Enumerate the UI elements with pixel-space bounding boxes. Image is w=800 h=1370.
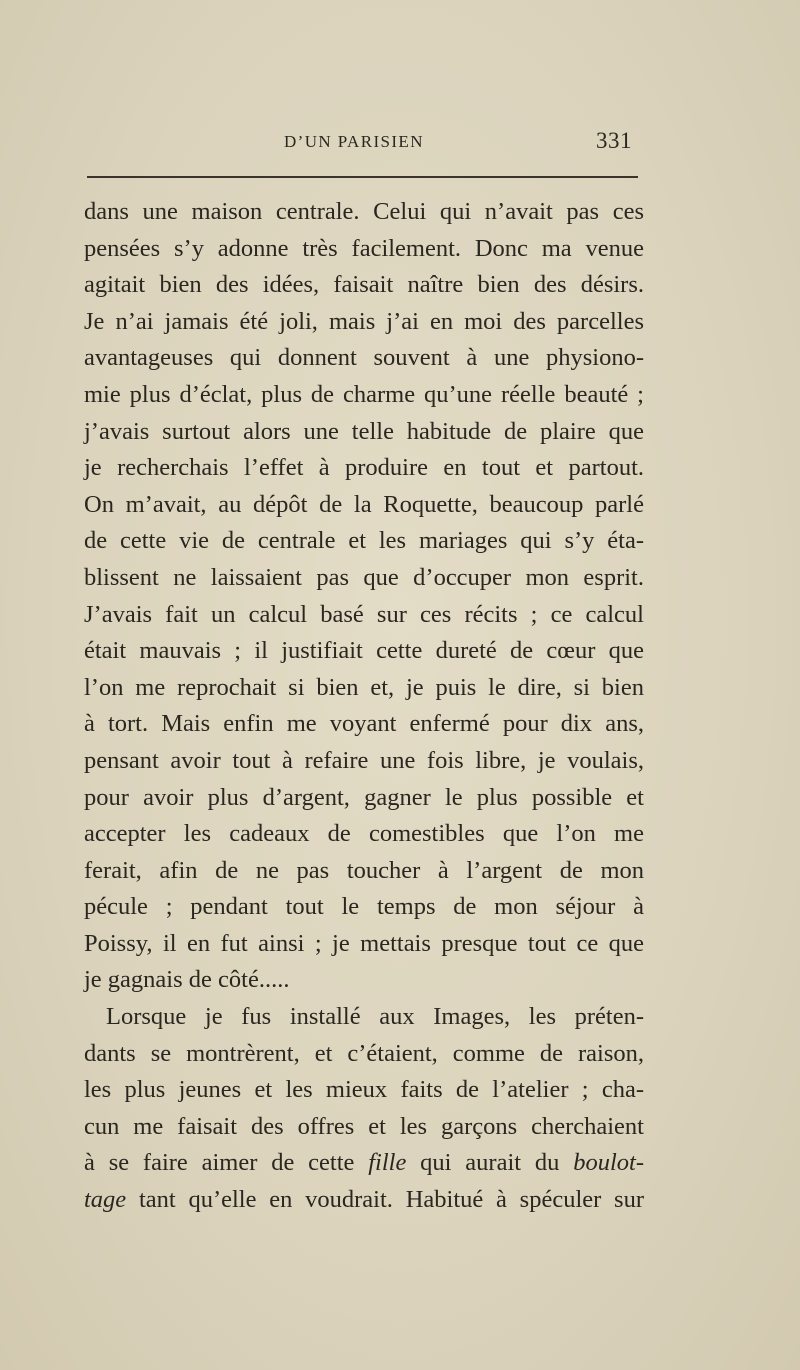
header-rule [87,176,638,178]
text-line: pour avoir plus d’argent, gagner le plus possible et [84,783,644,811]
text-segment: tant qu’elle en voudrait. Habitué à spéculer sur [126,1186,644,1214]
text-line: pensant avoir tout à refaire une fois libre, je voulais, [84,746,644,774]
text-segment: à se faire aimer de cette [84,1149,369,1177]
text-line: dans une maison centrale. Celui qui n’avait pas ces [84,198,644,225]
italic-word: fille [368,1149,407,1177]
text-line: mie plus d’éclat, plus de charme qu’une réelle beauté ; [84,380,644,408]
text-line: à tort. Mais enfin me voyant enfermé pour dix ans, [84,710,644,738]
text-line: les plus jeunes et les mieux faits de l’atelier ; cha- [84,1076,644,1104]
text-line: j’avais surtout alors une telle habitude de plaire que [84,417,644,445]
italic-word: boulot- [573,1149,644,1177]
text-line: avantageuses qui donnent souvent à une physiono- [84,344,644,372]
text-line-paragraph-end: je gagnais de côté..... [84,966,290,994]
text-line: pécule ; pendant tout le temps de mon séjour à [84,893,644,921]
text-line: On m’avait, au dépôt de la Roquette, beaucoup parlé [84,490,644,518]
text-line: cun me faisait des offres et les garçons cherchaient [84,1112,644,1140]
text-line: pensées s’y adonne très facilement. Donc ma venue [84,234,644,262]
page-number: 331 [596,128,632,153]
text-line: Poissy, il en fut ainsi ; je mettais presque tout ce que [84,929,644,957]
text-line: de cette vie de centrale et les mariages qui s’y éta- [84,527,644,555]
text-line: Je n’ai jamais été joli, mais j’ai en moi des parcelles [84,307,644,335]
text-line: dants se montrèrent, et c’étaient, comme de raison, [84,1039,644,1067]
text-line: était mauvais ; il justifiait cette dureté de cœur que [84,637,644,665]
text-line: blissent ne laissaient pas que d’occuper mon esprit. [84,563,644,591]
text-line-paragraph-start: Lorsque je fus installé aux Images, les préten- [106,1003,644,1031]
text-line: ferait, afin de ne pas toucher à l’argent de mon [84,856,644,884]
running-head [0,128,800,158]
text-line: l’on me reprochait si bien et, je puis le dire, si bien [84,673,644,701]
text-line-with-italics [84,1145,644,1182]
text-line: je recherchais l’effet à produire en tout et partout. [84,454,644,482]
body-text [84,194,644,1219]
italic-word: tage [84,1186,127,1214]
text-line: agitait bien des idées, faisait naître bien des désirs. [84,271,644,299]
text-line: J’avais fait un calcul basé sur ces récits ; ce calcul [84,600,644,628]
text-segment: qui aurait du [406,1149,574,1177]
running-title: D’UN PARISIEN [284,132,424,151]
text-line: accepter les cadeaux de comestibles que l’on me [84,820,644,848]
text-line-with-italics [84,1182,644,1219]
